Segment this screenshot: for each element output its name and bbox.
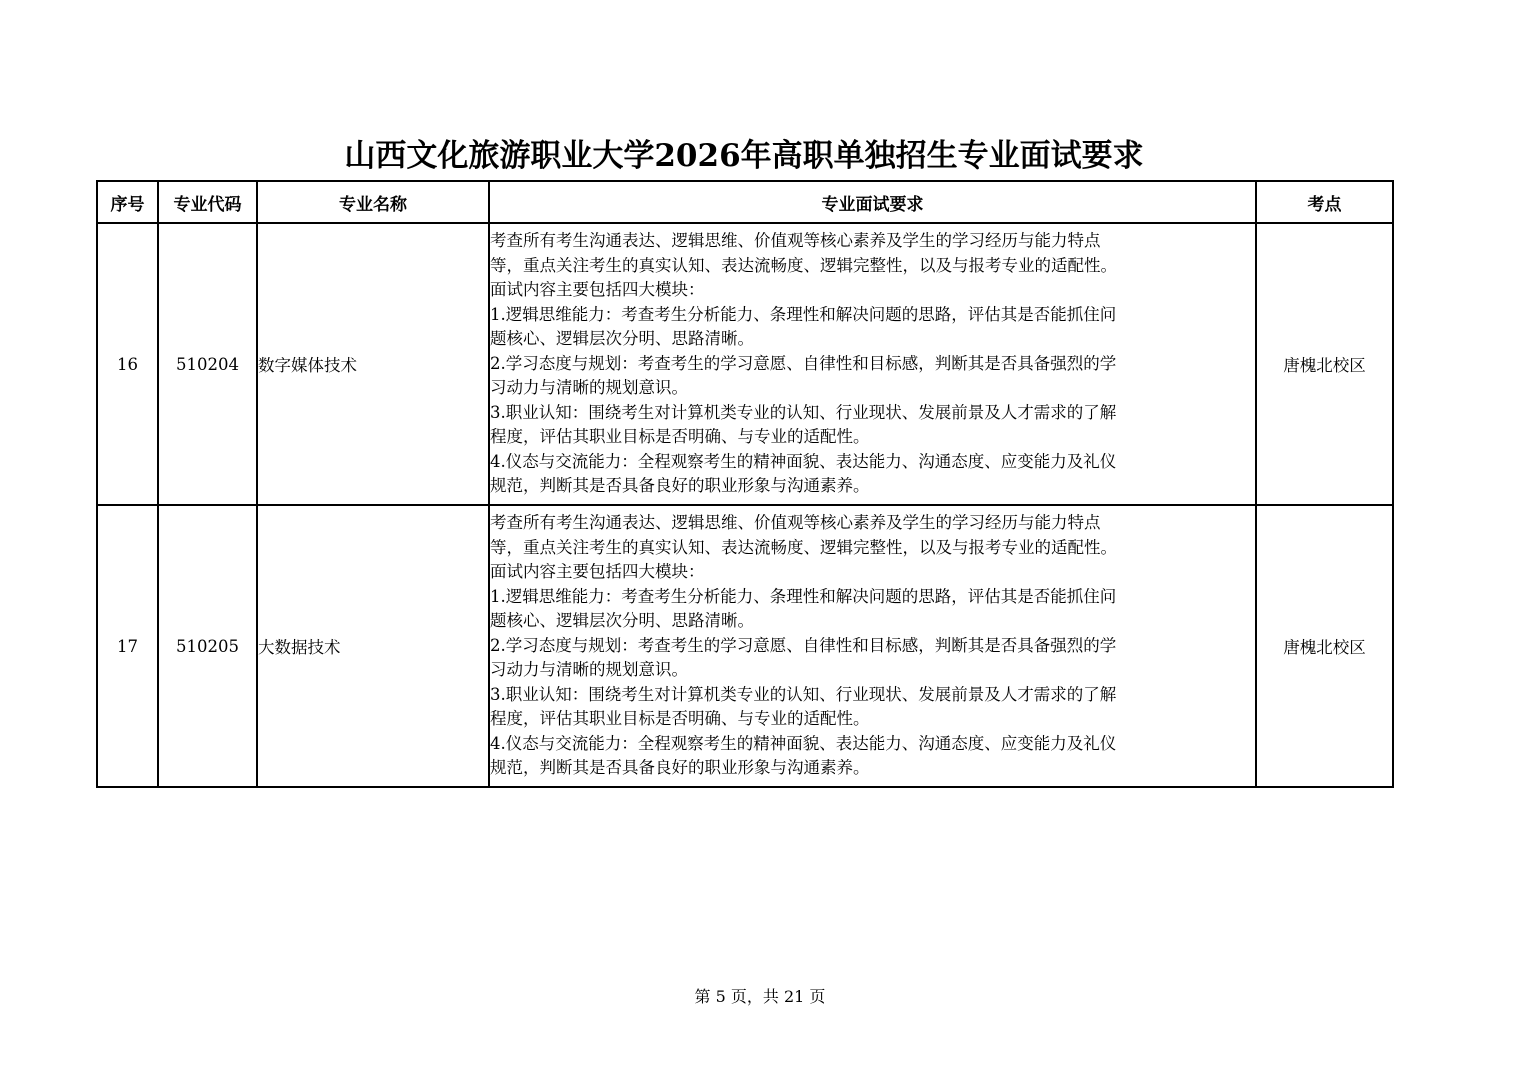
cell-major-name: 大数据技术 <box>257 505 489 787</box>
header-seq: 序号 <box>97 181 158 223</box>
requirement-line: 1.逻辑思维能力：考查考生分析能力、条理性和解决问题的思路，评估其是否能抓住问 <box>490 586 1117 606</box>
cell-seq: 16 <box>97 223 158 505</box>
requirement-line: 面试内容主要包括四大模块： <box>490 280 705 300</box>
table-row <box>97 505 1393 787</box>
cell-requirements <box>489 505 1256 787</box>
requirement-line: 4.仪态与交流能力：全程观察考生的精神面貌、表达能力、沟通态度、应变能力及礼仪 <box>490 733 1117 753</box>
cell-seq: 17 <box>97 505 158 787</box>
requirement-line: 面试内容主要包括四大模块： <box>490 562 705 582</box>
requirement-line: 题核心、逻辑层次分明、思路清晰。 <box>490 611 754 631</box>
requirement-line: 等，重点关注考生的真实认知、表达流畅度、逻辑完整性，以及与报考专业的适配性。 <box>490 537 1117 557</box>
requirement-line: 题核心、逻辑层次分明、思路清晰。 <box>490 329 754 349</box>
requirement-line: 程度，评估其职业目标是否明确、与专业的适配性。 <box>490 709 870 729</box>
document-title: 山西文化旅游职业大学2026年高职单独招生专业面试要求 <box>344 138 1144 174</box>
interview-requirements-table <box>96 180 1394 788</box>
header-location: 考点 <box>1256 181 1393 223</box>
cell-code: 510204 <box>158 223 257 505</box>
page-number-footer: 第 5 页，共 21 页 <box>694 987 826 1006</box>
requirement-line: 习动力与清晰的规划意识。 <box>490 378 688 398</box>
table-row <box>97 223 1393 505</box>
requirement-line: 程度，评估其职业目标是否明确、与专业的适配性。 <box>490 427 870 447</box>
cell-requirements <box>489 223 1256 505</box>
requirement-line: 1.逻辑思维能力：考查考生分析能力、条理性和解决问题的思路，评估其是否能抓住问 <box>490 304 1117 324</box>
cell-major-name: 数字媒体技术 <box>257 223 489 505</box>
requirement-line: 3.职业认知：围绕考生对计算机类专业的认知、行业现状、发展前景及人才需求的了解 <box>490 684 1117 704</box>
header-requirements: 专业面试要求 <box>489 181 1256 223</box>
requirement-line: 考查所有考生沟通表达、逻辑思维、价值观等核心素养及学生的学习经历与能力特点 <box>490 231 1101 251</box>
requirement-line: 3.职业认知：围绕考生对计算机类专业的认知、行业现状、发展前景及人才需求的了解 <box>490 402 1117 422</box>
requirement-line: 等，重点关注考生的真实认知、表达流畅度、逻辑完整性，以及与报考专业的适配性。 <box>490 255 1117 275</box>
cell-code: 510205 <box>158 505 257 787</box>
requirement-line: 规范，判断其是否具备良好的职业形象与沟通素养。 <box>490 758 870 778</box>
requirement-line: 2.学习态度与规划：考查考生的学习意愿、自律性和目标感，判断其是否具备强烈的学 <box>490 635 1117 655</box>
requirement-line: 习动力与清晰的规划意识。 <box>490 660 688 680</box>
table-header-row <box>97 181 1393 223</box>
header-name: 专业名称 <box>257 181 489 223</box>
cell-location: 唐槐北校区 <box>1256 223 1393 505</box>
requirement-line: 4.仪态与交流能力：全程观察考生的精神面貌、表达能力、沟通态度、应变能力及礼仪 <box>490 451 1117 471</box>
requirement-line: 考查所有考生沟通表达、逻辑思维、价值观等核心素养及学生的学习经历与能力特点 <box>490 513 1101 533</box>
requirement-line: 规范，判断其是否具备良好的职业形象与沟通素养。 <box>490 476 870 496</box>
requirement-line: 2.学习态度与规划：考查考生的学习意愿、自律性和目标感，判断其是否具备强烈的学 <box>490 353 1117 373</box>
cell-location: 唐槐北校区 <box>1256 505 1393 787</box>
header-code: 专业代码 <box>158 181 257 223</box>
